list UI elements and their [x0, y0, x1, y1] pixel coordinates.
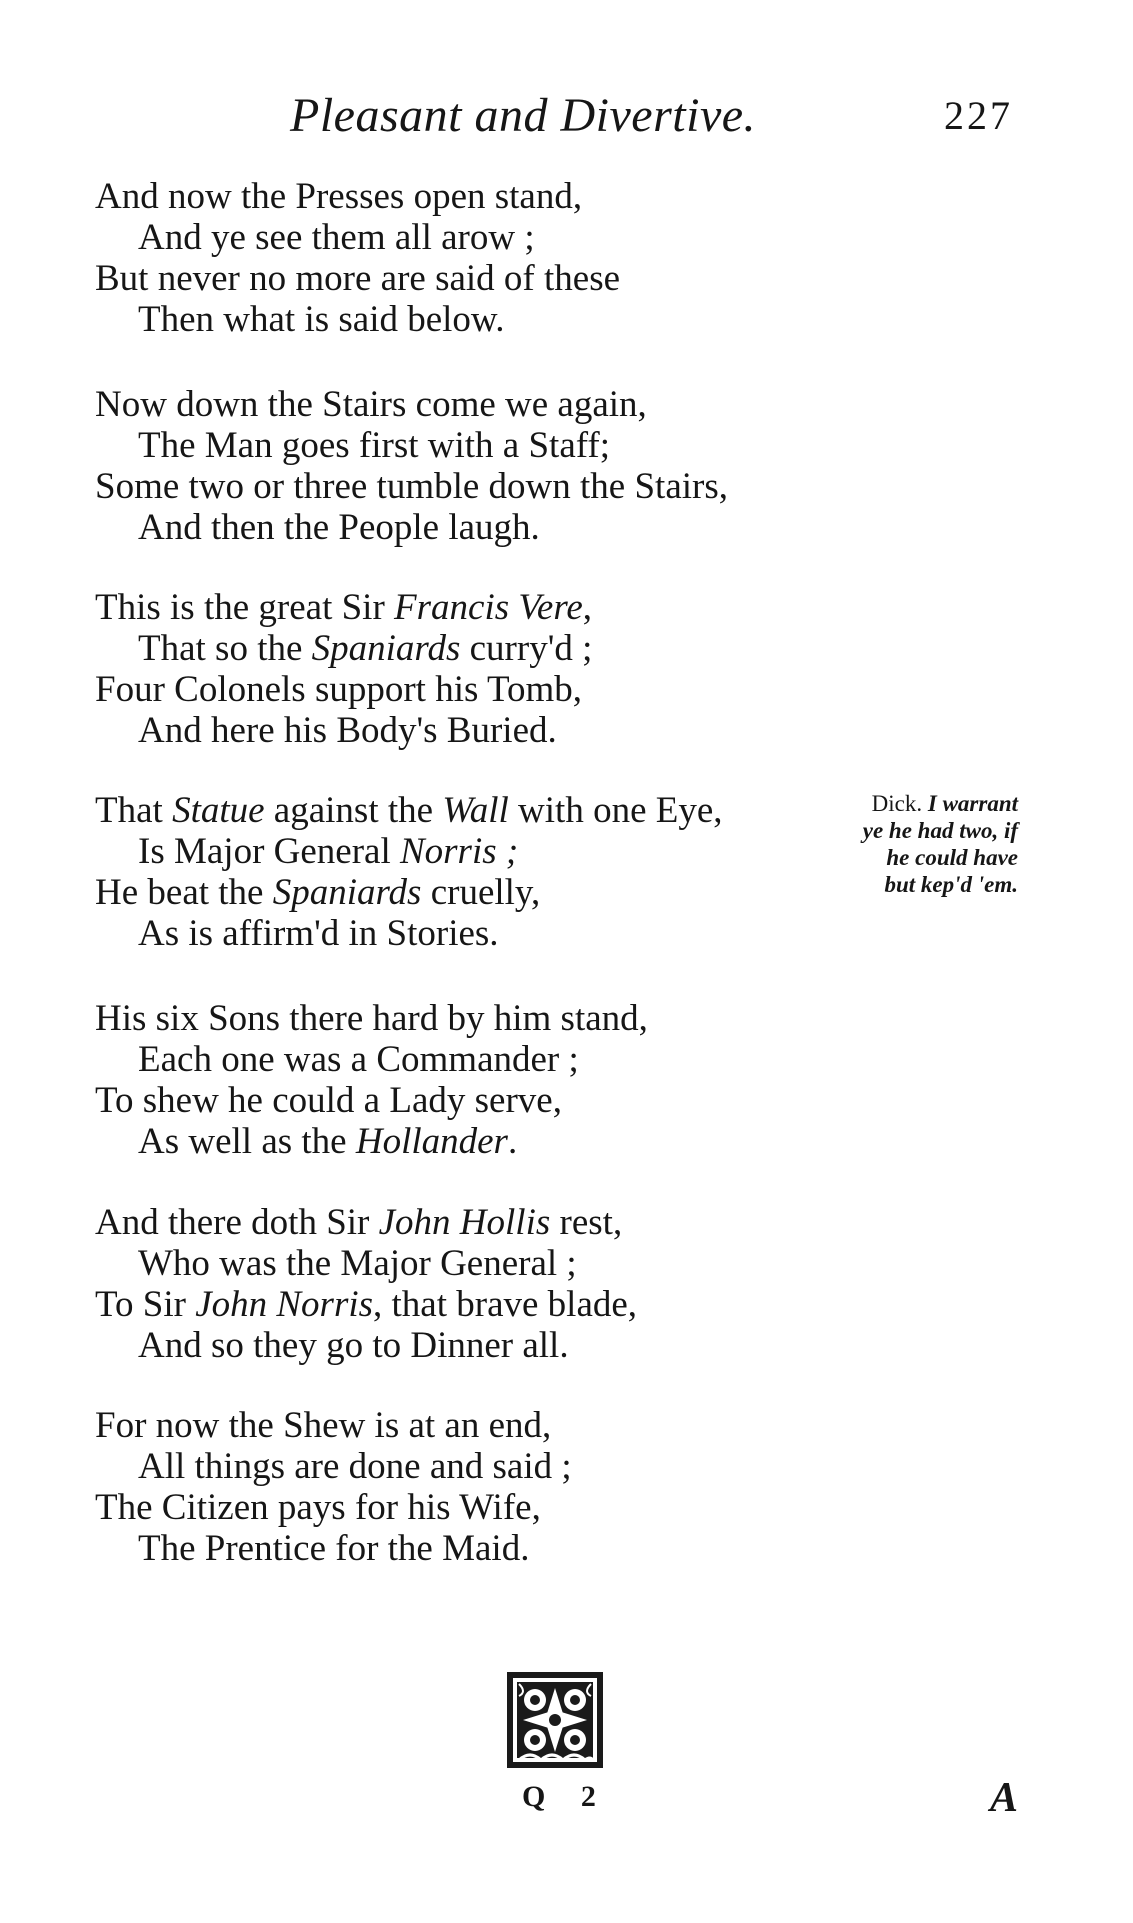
page-footer: [0, 1775, 1133, 1840]
italic-text: Francis Vere: [394, 587, 583, 628]
verse-line: [95, 1121, 995, 1162]
verse-text: Is Major General: [138, 831, 400, 872]
verse-line: [95, 1325, 995, 1366]
verse-text: And here his Body's Buried.: [138, 710, 557, 751]
verse-text: ,: [582, 587, 593, 628]
verse-line: [95, 1243, 995, 1284]
italic-text: Hollander: [355, 1121, 508, 1162]
verse-text: Now down the Stairs come we again,: [95, 384, 647, 425]
verse-line: [95, 669, 995, 710]
verse-text: As is affirm'd in Stories.: [138, 913, 499, 954]
verse-line: [95, 176, 995, 217]
stanza: [95, 176, 995, 340]
marginal-note-line: [778, 790, 1018, 817]
verse-text: This is the great Sir: [95, 587, 395, 628]
verse-line: [95, 507, 995, 548]
marginal-note-remark: I warrant: [927, 791, 1018, 816]
verse-line: [95, 384, 995, 425]
italic-text: Wall: [442, 790, 509, 831]
marginal-note: [778, 790, 1018, 898]
verse-text: .: [507, 1121, 518, 1162]
verse-text: Four Colonels support his Tomb,: [95, 669, 583, 710]
signature-mark: Q 2: [522, 1780, 610, 1813]
italic-text: Norris ;: [399, 831, 519, 872]
verse-text: Who was the Major General ;: [138, 1243, 577, 1284]
verse-text: And ye see them all arow ;: [138, 217, 535, 258]
printers-ornament-icon: [505, 1670, 605, 1770]
verse-text: against the: [264, 790, 443, 831]
stanza: [95, 998, 995, 1162]
verse-text: The Man goes first with a Staff;: [138, 425, 611, 466]
verse-line: [95, 1487, 995, 1528]
verse-line: [95, 1528, 995, 1569]
verse-line: [95, 1202, 995, 1243]
verse-line: [95, 628, 995, 669]
italic-text: Spaniards: [272, 872, 422, 913]
verse-text: Some two or three tumble down the Stairs,: [95, 466, 729, 507]
verse-text: That so the: [138, 628, 312, 669]
verse-text: All things are done and said ;: [138, 1446, 572, 1487]
verse-line: [95, 1446, 995, 1487]
marginal-note-remark: he could have: [886, 845, 1018, 870]
running-head: [0, 88, 1133, 148]
verse-text: He beat the: [95, 872, 273, 913]
verse-text: For now the Shew is at an end,: [95, 1405, 552, 1446]
marginal-note-speaker: Dick.: [871, 791, 923, 816]
verse-text: But never no more are said of these: [95, 258, 621, 299]
stanza: [95, 384, 995, 548]
verse-text: Each one was a Commander ;: [138, 1039, 579, 1080]
verse-line: [95, 299, 995, 340]
verse-line: [95, 710, 995, 751]
italic-text: Spaniards: [311, 628, 461, 669]
verse-text: And now the Presses open stand,: [95, 176, 583, 217]
italic-text: John Hollis: [378, 1202, 551, 1243]
verse-text: cruelly,: [421, 872, 541, 913]
verse-line: [95, 466, 995, 507]
italic-text: Statue: [172, 790, 265, 831]
verse-line: [95, 1284, 995, 1325]
verse-text: with one Eye,: [508, 790, 723, 831]
verse-line: [95, 998, 995, 1039]
verse-text: The Prentice for the Maid.: [138, 1528, 530, 1569]
verse-text: , that brave blade,: [373, 1284, 638, 1325]
verse-line: [95, 587, 995, 628]
running-title: Pleasant and Divertive.: [290, 89, 757, 142]
marginal-note-remark: ye he had two, if: [862, 818, 1018, 843]
stanza: [95, 587, 995, 751]
verse-text: To shew he could a Lady serve,: [95, 1080, 562, 1121]
verse-text: As well as the: [138, 1121, 356, 1162]
stanza: [95, 1202, 995, 1366]
verse-text: Then what is said below.: [138, 299, 505, 340]
verse-text: And then the People laugh.: [138, 507, 540, 548]
verse-text: That: [95, 790, 173, 831]
verse-line: [95, 1039, 995, 1080]
verse-text: And there doth Sir: [95, 1202, 379, 1243]
verse-line: [95, 913, 995, 954]
verse-text: rest,: [550, 1202, 623, 1243]
italic-text: John Norris: [195, 1284, 374, 1325]
verse-text: His six Sons there hard by him stand,: [95, 998, 648, 1039]
verse-text: curry'd ;: [460, 628, 593, 669]
verse-line: [95, 217, 995, 258]
stanza: [95, 1405, 995, 1569]
catchword: A: [989, 1775, 1018, 1821]
verse-text: And so they go to Dinner all.: [138, 1325, 569, 1366]
page-number: 227: [944, 93, 1013, 138]
verse-text: To Sir: [95, 1284, 196, 1325]
marginal-note-remark: but kep'd 'em.: [884, 872, 1018, 897]
verse-text: The Citizen pays for his Wife,: [95, 1487, 541, 1528]
verse-line: [95, 258, 995, 299]
verse-line: [95, 425, 995, 466]
verse-line: [95, 1080, 995, 1121]
verse-line: [95, 1405, 995, 1446]
